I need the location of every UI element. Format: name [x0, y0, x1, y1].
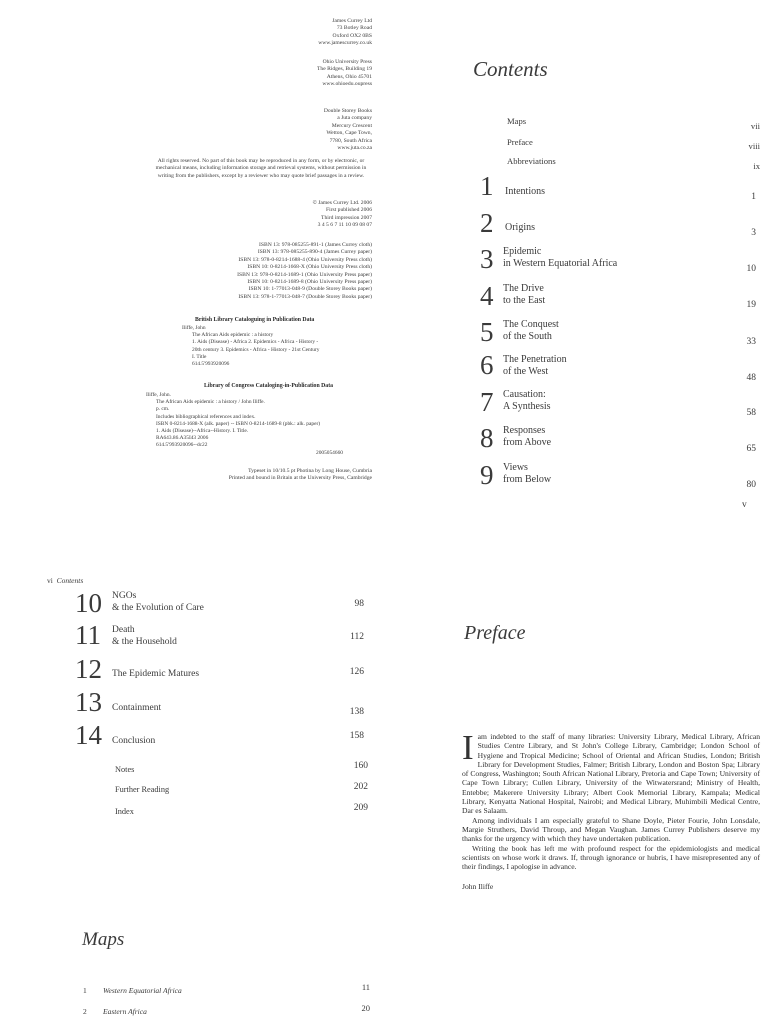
contents-item-page: 202 — [353, 782, 368, 792]
contents-item-page: 160 — [353, 761, 368, 771]
chapter-title: Views — [503, 462, 528, 473]
chapter-title: Intentions — [505, 186, 545, 197]
chapter-number: 6 — [480, 350, 494, 380]
chapter-page: 3 — [751, 228, 756, 238]
contents-page — [384, 0, 768, 512]
chapter-title: Death — [112, 625, 135, 635]
chapter-page: 112 — [350, 632, 364, 642]
bl-cataloguing-data: Iliffe, John The African Aids epidemic : a history 1. Aids (Disease) - Africa 2. Epidemics - Africa - History - 20th century 3. Epidemics - Africa - History - 21st Century I. Title 614.5'993920096 — [182, 325, 320, 368]
chapter-page: 19 — [746, 300, 756, 310]
chapter-title: The Conquest — [503, 319, 559, 330]
chapter-page: 58 — [746, 408, 756, 418]
chapter-title-line2: from Below — [503, 474, 552, 485]
chapter-title: Epidemic — [503, 246, 542, 257]
chapter-page: 138 — [349, 707, 364, 717]
contents-item-label: Index — [115, 807, 134, 816]
chapter-number: 10 — [75, 588, 102, 618]
chapter-number: 9 — [480, 460, 494, 490]
chapter-number: 3 — [480, 244, 494, 274]
copyright-page — [0, 0, 384, 512]
map-number: 1 — [83, 986, 87, 995]
preface-title: Preface — [464, 622, 526, 644]
chapter-page: 1 — [751, 192, 756, 202]
contents-item-page: 209 — [353, 803, 368, 813]
loc-control-number: 2005054660 — [316, 450, 343, 456]
chapter-page: 158 — [349, 731, 364, 741]
preface-signature: John Iliffe — [462, 882, 494, 891]
drop-cap: I — [462, 728, 474, 767]
chapter-page: 80 — [746, 480, 756, 490]
maps-title: Maps — [82, 929, 125, 950]
preface-page — [384, 512, 768, 1024]
chapter-title: Containment — [112, 703, 162, 713]
chapter-number: 2 — [480, 208, 494, 238]
chapter-page: 65 — [746, 444, 756, 454]
contents-item-page: viii — [748, 141, 760, 151]
publisher-ohio: Ohio University Press The Ridges, Building 19 Athens, Ohio 45701 www.ohioedu.oupress — [316, 59, 372, 88]
chapter-title-line2: & the Evolution of Care — [112, 603, 204, 613]
chapter-title: Origins — [505, 222, 535, 233]
map-number: 2 — [83, 1007, 87, 1016]
running-head: vi Contents — [47, 576, 84, 585]
chapter-title-line2: of the South — [503, 331, 552, 342]
chapter-title: The Epidemic Matures — [112, 669, 200, 679]
isbn-list: ISBN 13: 978-085255-891-1 (James Currey cloth) ISBN 13: 978-085255-890-4 (James Currey paper) ISBN 13: 978-0-8214-1688-4 (Ohio University Press cloth) ISBN 10: 0-8214-1668-X (Ohio University Press cloth) ISBN 13: 978-0-8214-1689-1 (Ohio University Press paper) ISBN 10: 0-8214-1689-8 (Ohio University Press paper) ISBN 10: 1-77013-048-9 (Double Storey Books paper) ISBN 13: 978-1-77013-048-7 (Double Storey Books paper) — [237, 242, 372, 300]
map-page: 20 — [361, 1003, 370, 1013]
publisher-double-storey: Double Storey Books a Juta company Mercury Crescent Wetton, Cape Town, 7780, South Africa www.juta.co.za — [323, 108, 372, 152]
chapter-title-line2: & the Household — [112, 637, 177, 647]
chapter-title: Causation: — [503, 389, 546, 400]
chapter-title: The Drive — [503, 283, 544, 294]
chapter-title: Responses — [503, 425, 546, 436]
contents-item-label: Notes — [115, 765, 135, 774]
chapter-number: 14 — [75, 720, 102, 750]
chapter-title-line2: from Above — [503, 437, 552, 448]
chapter-number: 7 — [480, 387, 494, 417]
map-page: 11 — [361, 982, 370, 992]
map-title: Western Equatorial Africa — [103, 986, 182, 995]
loc-cataloging-data: Iliffe, John. The African Aids epidemic : a history / John Iliffe. p. cm. Includes bibliographical references and index. ISBN 0-8214-1688-X (alk. paper) -- ISBN 0-8214-1689-8 (pbk.: alk. paper) 1. Aids (Disease)--Africa--History. I. Title. RA643.86.A35I43 2006 614.5'993920096--dc22 — [146, 392, 321, 449]
edition-info: © James Currey Ltd. 2006 First published 2006 Third impression 2007 3 4 5 6 7 11 10 09 08 07 — [312, 200, 372, 229]
chapter-page: 98 — [354, 599, 364, 609]
chapter-title-line2: in Western Equatorial Africa — [503, 258, 618, 269]
chapter-page: 33 — [746, 337, 756, 347]
chapter-number: 4 — [480, 281, 494, 311]
chapter-number: 5 — [480, 317, 494, 347]
page-title: Contents — [473, 57, 548, 81]
contents-item-page: ix — [753, 161, 760, 171]
chapter-number: 8 — [480, 423, 494, 453]
preface-paragraph: Among individuals I am especially grateful to Shane Doyle, Pieter Fourie, John Lonsdale, Margie Struthers, David Throup, and Megan Vaughan. James Currey Publishers deserve my thanks for the urgency with which they have undertaken publication. — [462, 815, 760, 844]
chapter-title-line2: to the East — [503, 295, 546, 306]
chapter-number: 13 — [75, 687, 102, 717]
chapter-title: Conclusion — [112, 736, 156, 746]
chapter-number: 12 — [75, 654, 102, 684]
chapter-title: NGOs — [112, 591, 137, 601]
chapter-number: 11 — [75, 620, 101, 650]
chapter-page: 48 — [746, 373, 756, 383]
map-title: Eastern Africa — [103, 1007, 147, 1016]
publisher-james-currey: James Currey Ltd 73 Botley Road Oxford OX2 0BS www.jamescurrey.co.uk — [318, 18, 372, 47]
chapter-page: 126 — [349, 667, 364, 677]
contents-item-label: Maps — [507, 116, 527, 126]
contents-item-label: Further Reading — [115, 785, 170, 794]
contents-item-label: Abbreviations — [507, 156, 556, 166]
chapter-number: 1 — [480, 171, 494, 201]
rights-notice: All rights reserved. No part of this book may be reproduced in any form, or by electronic, or mechanical means, including information storage and retrieval systems, without permission in writing from the publishers, except by a reviewer who may quote brief passages in a review. — [155, 158, 367, 179]
chapter-title: The Penetration — [503, 354, 567, 365]
typeset-info: Typeset in 10/10.5 pt Photina by Long House, Cumbria Printed and bound in Britain at the University Press, Cambridge — [228, 468, 372, 482]
loc-cataloging-heading: Library of Congress Cataloging-in-Publication Data — [204, 383, 334, 389]
chapter-page: 10 — [746, 264, 756, 274]
chapter-title-line2: A Synthesis — [503, 401, 551, 412]
preface-paragraph: Iam indebted to the staff of many libraries: University Library, Medical Library, African Studies Centre Library, and St John's College Library, Cambridge; London School of Hygiene and Tropical Medicine; School of Oriental and African Studies, London; British Library for Development Studies, Falmer; British Library, London and Boston Spa; Library of Congress, Washington; South African National Library, Pretoria and Cape Town; University of Cape Town Library; Cullen Library, University of the Witwatersrand; Ministry of Health, Entebbe; Makerere University Library; Albert Cook Memorial Library, Kampala; Medical Library, Kenyatta National Hospital, Nairobi; and Medical Library, Muhimbili Medical Centre, Dar es Salaam. — [462, 728, 760, 816]
bl-cataloguing-heading: British Library Cataloguing in Publication Data — [195, 317, 315, 323]
contents-item-page: vii — [750, 121, 760, 131]
preface-paragraph: Writing the book has left me with profound respect for the epidemiologists and medical scientists on whose work it draws. If, through ignorance or hubris, I have misrepresented any of their findings, I apologise in advance. — [462, 843, 760, 872]
folio: v — [742, 500, 747, 510]
chapter-title-line2: of the West — [503, 366, 549, 377]
contents-continued-page — [0, 512, 384, 1024]
preface-body — [462, 728, 760, 872]
contents-item-label: Preface — [507, 137, 533, 147]
